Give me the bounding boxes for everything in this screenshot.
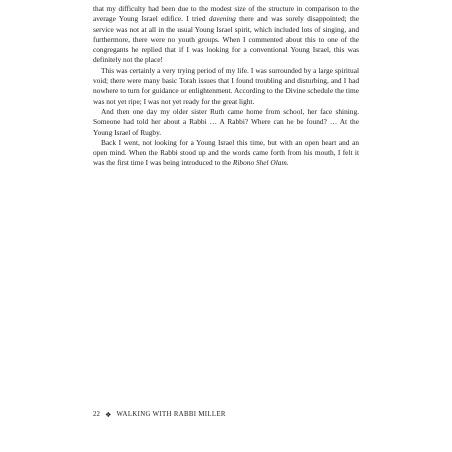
page-number: 22	[93, 411, 101, 418]
running-head: WALKING WITH RABBI MILLER	[116, 411, 226, 418]
paragraph	[93, 66, 359, 107]
text-run: there and was sorely disappointed; the service was not at all in the usual Young Israel spirit, which included lots of singing, and furthermore, there were no youth groups. When I commented about this to one of the congregants he replied that if I was looking for a conventional Young Israel, this was definitely not the place!	[93, 14, 359, 65]
body-text	[93, 4, 359, 169]
paragraph	[93, 107, 359, 138]
page-footer	[93, 410, 226, 420]
text-run: This was certainly a very trying period of my life. I was surrounded by a large spiritual void; there were many basic Torah issues that I found troubling and disturbing, and I had nowhere to turn for guidance or enlightenment. According to the Divine schedule the time was not yet ripe; I was not yet ready for the great light.	[93, 65, 359, 106]
text-run: that my difficulty had been due to the modest size of the structure in comparison to the average Young Israel edifice. I tried	[93, 4, 359, 24]
ornament-icon: ❖	[105, 411, 112, 419]
text-run: And then one day my older sister Ruth came home from school, her face shining. Someone had told her about a Rabbi … A Rabbi? Where can he be found? … At the Young Israel of Rugby.	[93, 106, 359, 137]
paragraph	[93, 4, 359, 66]
italic-text: Ribono Shel Olam	[232, 158, 287, 168]
italic-text: davening	[208, 14, 236, 24]
text-run: .	[286, 158, 289, 168]
text-run: Back I went, not looking for a Young Israel this time, but with an open heart and an open mind. When the Rabbi stood up and the words came forth from his mouth, I felt it was the first time I was being introduced to the	[93, 137, 359, 168]
paragraph	[93, 138, 359, 169]
